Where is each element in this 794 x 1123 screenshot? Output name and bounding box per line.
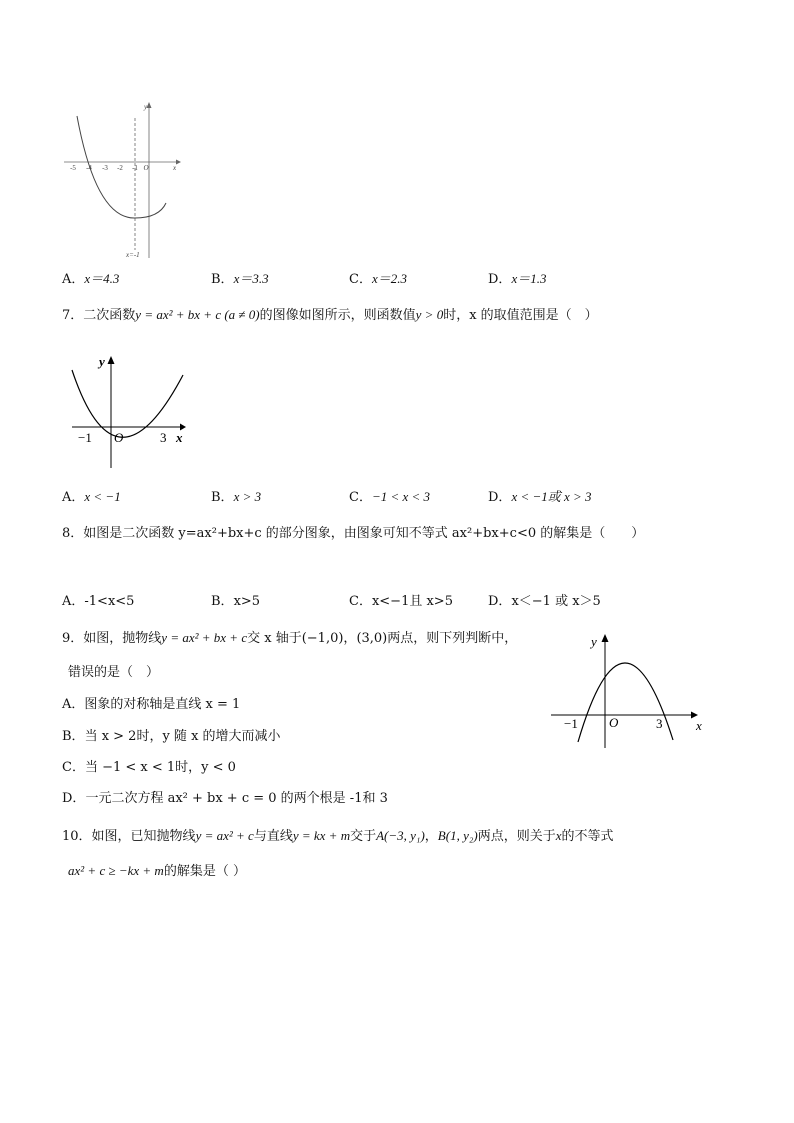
q7-y-label: y	[99, 354, 105, 369]
q9-text-c: 两点，则下列判断中，	[387, 631, 518, 646]
q7-text-b: 的图像如图所示，则函数值	[259, 308, 416, 323]
q9-option-d[interactable]	[62, 790, 388, 808]
q9-origin: O	[609, 715, 619, 730]
q7-text-c: 时，x 的取值范围是（ ）	[443, 308, 598, 323]
q9-formula: y = ax² + bx + c	[161, 630, 248, 645]
option-letter: D．	[62, 791, 86, 806]
q6-tick--5: -5	[70, 164, 76, 172]
option-letter: B．	[211, 594, 234, 609]
q9-y-arrow	[602, 634, 609, 642]
q7-formula: y = ax² + bx + c (a ≠ 0)	[135, 307, 260, 322]
option-letter: C．	[62, 760, 85, 775]
option-letter: A．	[62, 272, 85, 287]
q6-symmetry-label: x=-1	[126, 251, 140, 259]
q7-condition: y > 0	[415, 307, 444, 322]
option-letter: B．	[211, 272, 234, 287]
q6-tick--3: -3	[102, 164, 108, 172]
q10-formula-line: y = kx + m	[292, 828, 351, 843]
q9-neg-one: −1	[564, 716, 578, 731]
q10-var-x: x	[555, 828, 562, 843]
q10-line2-text: 的解集是（ ）	[163, 864, 246, 879]
q6-tick--4: -4	[86, 164, 92, 172]
q8-number: 8．	[62, 526, 84, 541]
option-text: x＝1.3	[511, 271, 547, 286]
q8-option-b[interactable]	[211, 593, 260, 611]
q10-stem-line2	[68, 862, 246, 881]
option-letter: C．	[349, 594, 372, 609]
q10-inequality: ax² + c ≥ −kx + m	[68, 863, 164, 878]
q10-text-b: 与直线	[253, 829, 293, 844]
q10-text-c: 交于	[350, 829, 377, 844]
option-text: x > 3	[233, 489, 262, 504]
option-letter: A．	[62, 594, 85, 609]
q8-text: 如图是二次函数 y=ax²+bx+c 的部分图象，由图象可知不等式 ax²+bx+c<0 的解集是（ ）	[83, 526, 645, 541]
q8-option-d[interactable]	[488, 593, 601, 611]
q7-x-label: x	[176, 430, 183, 445]
q6-option-a[interactable]	[62, 270, 119, 289]
q10-text-a: 如图，已知抛物线	[91, 829, 196, 844]
q7-stem	[62, 306, 598, 325]
q9-x-label: x	[696, 718, 702, 733]
q7-number: 7．	[62, 308, 84, 323]
q8-option-a[interactable]	[62, 593, 134, 611]
q9-stem	[62, 629, 517, 648]
q7-origin: O	[114, 430, 124, 445]
q7-option-a[interactable]	[62, 488, 121, 507]
q6-tick--2: -2	[117, 164, 123, 172]
q9-number: 9．	[62, 631, 84, 646]
q7-graph	[68, 350, 196, 472]
q9-point-1: (−1,0)	[301, 631, 344, 646]
option-text: x < −1或 x > 3	[511, 489, 592, 504]
q10-text-d: 两点，则关于	[477, 829, 556, 844]
q6-option-d[interactable]	[488, 270, 546, 289]
q10-number: 10．	[62, 829, 92, 844]
option-letter: D．	[488, 490, 512, 505]
q9-sep: ，	[343, 631, 357, 646]
option-letter: C．	[349, 272, 372, 287]
q6-x-arrow	[176, 160, 181, 165]
q6-y-arrow	[147, 102, 152, 108]
option-letter: D．	[488, 594, 512, 609]
q9-stem-line2: 错误的是（ ）	[68, 665, 160, 680]
option-text: x＝3.3	[233, 271, 269, 286]
option-letter: C．	[349, 490, 372, 505]
option-text: x＜−1 或 x＞5	[511, 594, 601, 609]
q10-point-a: A(−3, y₁)	[376, 828, 425, 843]
q6-x-label: x	[173, 164, 177, 172]
option-letter: A．	[62, 697, 85, 712]
q8-stem	[62, 525, 644, 543]
option-text: 图象的对称轴是直线 x = 1	[84, 697, 241, 712]
q9-option-c[interactable]	[62, 759, 236, 777]
option-text: x＝2.3	[371, 271, 407, 286]
q10-text-e: 的不等式	[561, 829, 614, 844]
option-text: 当 −1 < x < 1时，y < 0	[84, 760, 236, 775]
q9-three: 3	[656, 716, 663, 731]
option-text: x>5	[233, 594, 261, 609]
q9-text-a: 如图，抛物线	[83, 631, 162, 646]
option-letter: A．	[62, 490, 85, 505]
option-text: x＝4.3	[84, 271, 120, 286]
q6-option-b[interactable]	[211, 270, 269, 289]
option-letter: B．	[62, 729, 85, 744]
q7-text-a: 二次函数	[83, 308, 136, 323]
q8-option-c[interactable]	[349, 593, 453, 611]
q10-point-b: B(1, y₂)	[437, 828, 478, 843]
option-letter: D．	[488, 272, 512, 287]
q9-y-label: y	[591, 634, 597, 649]
option-text: 一元二次方程 ax² + bx + c = 0 的两个根是 -1和 3	[85, 791, 388, 806]
q9-text-b: 交 x 轴于	[247, 631, 302, 646]
q9-option-a[interactable]	[62, 696, 240, 714]
q9-option-b[interactable]	[62, 728, 281, 746]
q6-tick-origin: O	[143, 164, 149, 172]
option-text: x < −1	[84, 489, 121, 504]
q7-option-d[interactable]	[488, 488, 592, 507]
q6-option-c[interactable]	[349, 270, 407, 289]
q10-sep: ，	[424, 829, 438, 844]
option-letter: B．	[211, 490, 234, 505]
q7-three: 3	[160, 430, 167, 445]
option-text: −1 < x < 3	[371, 489, 431, 504]
q6-graph	[60, 100, 185, 260]
q9-graph	[548, 630, 708, 748]
q10-formula-parabola: y = ax² + c	[195, 828, 254, 843]
q6-y-label: y	[144, 103, 148, 111]
q7-y-arrow	[108, 356, 115, 364]
option-text: x<−1且 x>5	[371, 594, 453, 609]
option-text: 当 x > 2时，y 随 x 的增大而减小	[84, 729, 281, 744]
q7-option-b[interactable]	[211, 488, 261, 507]
q10-stem	[62, 827, 614, 846]
q6-tick--1: -1	[132, 164, 138, 172]
option-text: -1<x<5	[84, 594, 135, 609]
q7-option-c[interactable]	[349, 488, 430, 507]
q7-neg-one: −1	[78, 430, 92, 445]
q9-point-2: (3,0)	[356, 631, 388, 646]
